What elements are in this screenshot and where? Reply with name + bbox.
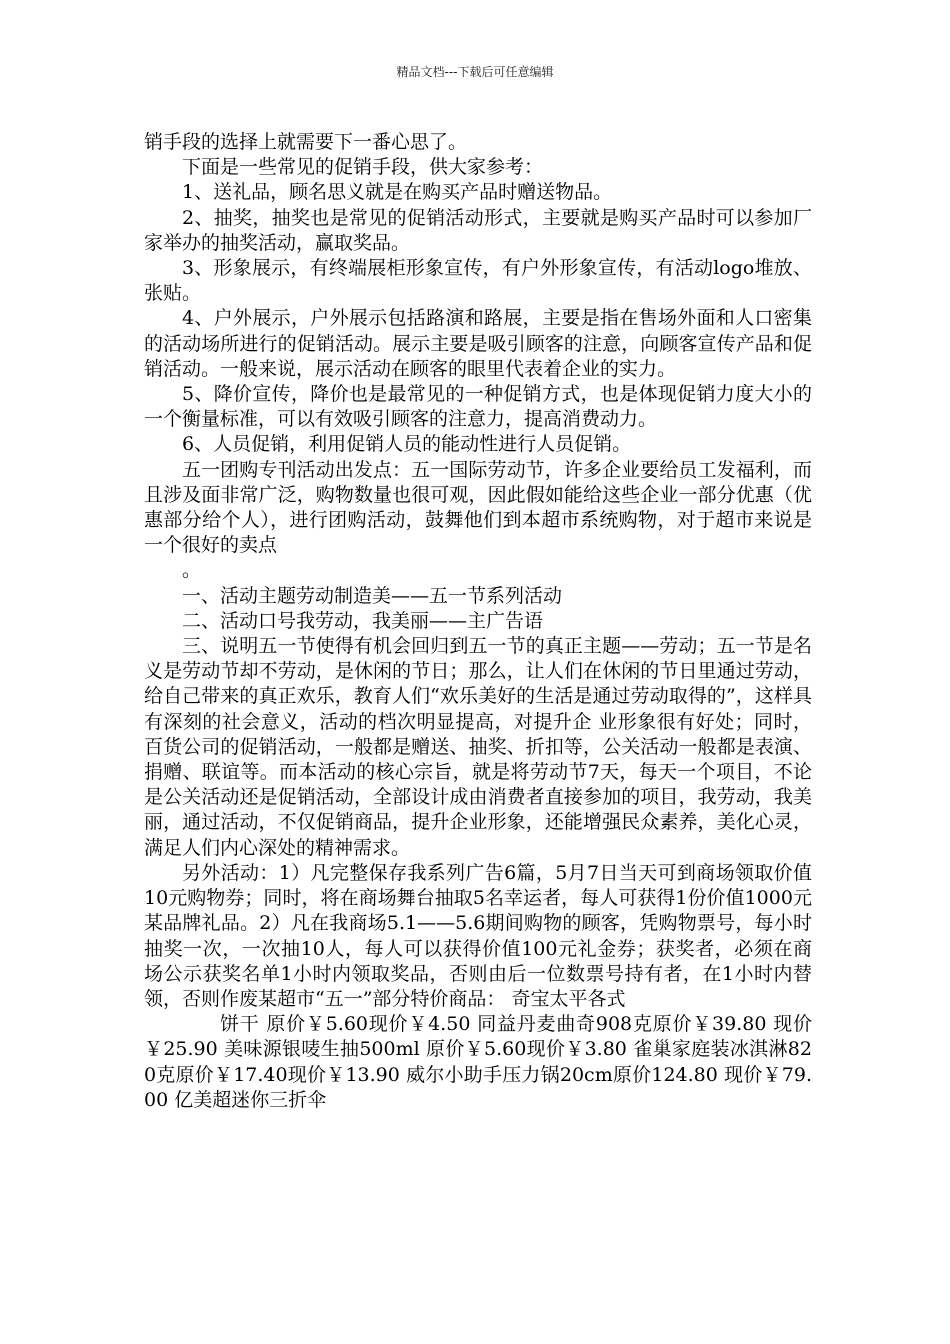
- page-header: 精品文档---下载后可任意编辑: [396, 65, 554, 79]
- paragraph-item-6: 6、人员促销，利用促销人员的能动性进行人员促销。: [182, 433, 632, 456]
- paragraph-continuation: 销手段的选择上就需要下一番心思了。: [144, 131, 468, 153]
- paragraph-extra-activities: 另外活动：1）凡完整保存我系列广告6篇，5月7日当天可到商场领取价值10元购物券；同时，将在商场舞台抽取5名幸运者，每人可获得1份价值1000元某品牌礼品。2）凡在我商场5.1——5.6期间购物的顾客，凭购物票号，每小时抽奖一次，一次抽10人，每人可以获得价值100元礼金券；获奖者，必须在商场公示获奖名单1小时内领取奖品，否则由后一位数票号持有者，在1小时内替领，否则作废某超市“五一”部分特价商品： 奇宝太平各式: [144, 861, 812, 1010]
- paragraph-item-1: 1、送礼品，顾名思义就是在购买产品时赠送物品。: [182, 181, 613, 204]
- paragraph-item-3: 3、形象展示，有终端展柜形象宣传，有户外形象宣传，有活动logo堆放、张贴。: [144, 257, 812, 305]
- paragraph-intro: 下面是一些常见的促销手段，供大家参考：: [182, 156, 544, 179]
- paragraph-explanation: 三、说明五一节使得有机会回归到五一节的真正主题——劳动；五一节是名义是劳动节却不劳动，是休闲的节日；那么，让人们在休闲的节日里通过劳动，给自己带来的真正欢乐，教育人们“欢乐美好的生活是通过劳动取得的”，这样具有深刻的社会意义，活动的档次明显提高，对提升企 业形象很有好处；同时，百货公司的促销活动，一般都是赠送、抽奖、折扣等，公关活动一般都是表演、捐赠、联谊等。而本活动的核心宗旨，就是将劳动节7天，每天一个项目，不论是公关活动还是促销活动，全部设计成由消费者直接参加的项目，我劳动，我美丽，通过活动，不仅促销商品，提升企业形象，还能增强民众素养，美化心灵，满足人们内心深处的精神需求。: [144, 635, 812, 859]
- paragraph-item-2: 2、抽奖，抽奖也是常见的促销活动形式，主要就是购买产品时可以参加厂家举办的抽奖活动，赢取奖品。: [144, 206, 812, 254]
- paragraph-item-5: 5、降价宣传，降价也是最常见的一种促销方式，也是体现促销力度大小的一个衡量标准，可以有效吸引顾客的注意力，提高消费动力。: [144, 383, 812, 431]
- paragraph-item-4: 4、户外展示，户外展示包括路演和路展，主要是指在售场外面和人口密集的活动场所进行的促销活动。展示主要是吸引顾客的注意，向顾客宣传产品和促销活动。一般来说，展示活动在顾客的眼里代表着企业的实力。: [144, 307, 812, 380]
- paragraph-slogan: 二、活动口号我劳动，我美丽——主广告语: [182, 609, 544, 632]
- paragraph-period: 。: [182, 559, 202, 582]
- document-body: [144, 130, 812, 1113]
- paragraph-special-prices: 饼干 原价￥5.60现价￥4.50 同益丹麦曲奇908克原价￥39.80 现价￥25.90 美味源银唛生抽500ml 原价￥5.60现价￥3.80 雀巢家庭装冰淇淋820克原价￥17.40现价￥13.90 威尔小助手压力锅20cm原价124.80 现价￥79.00 亿美超迷你三折伞: [144, 1013, 812, 1111]
- paragraph-group-buy: 五一团购专刊活动出发点：五一国际劳动节，许多企业要给员工发福利，而且涉及面非常广泛，购物数量也很可观，因此假如能给这些企业一部分优惠（优惠部分给个人），进行团购活动，鼓舞他们到本超市系统购物，对于超市来说是一个很好的卖点: [144, 458, 812, 557]
- paragraph-theme: 一、活动主题劳动制造美——五一节系列活动: [182, 584, 563, 607]
